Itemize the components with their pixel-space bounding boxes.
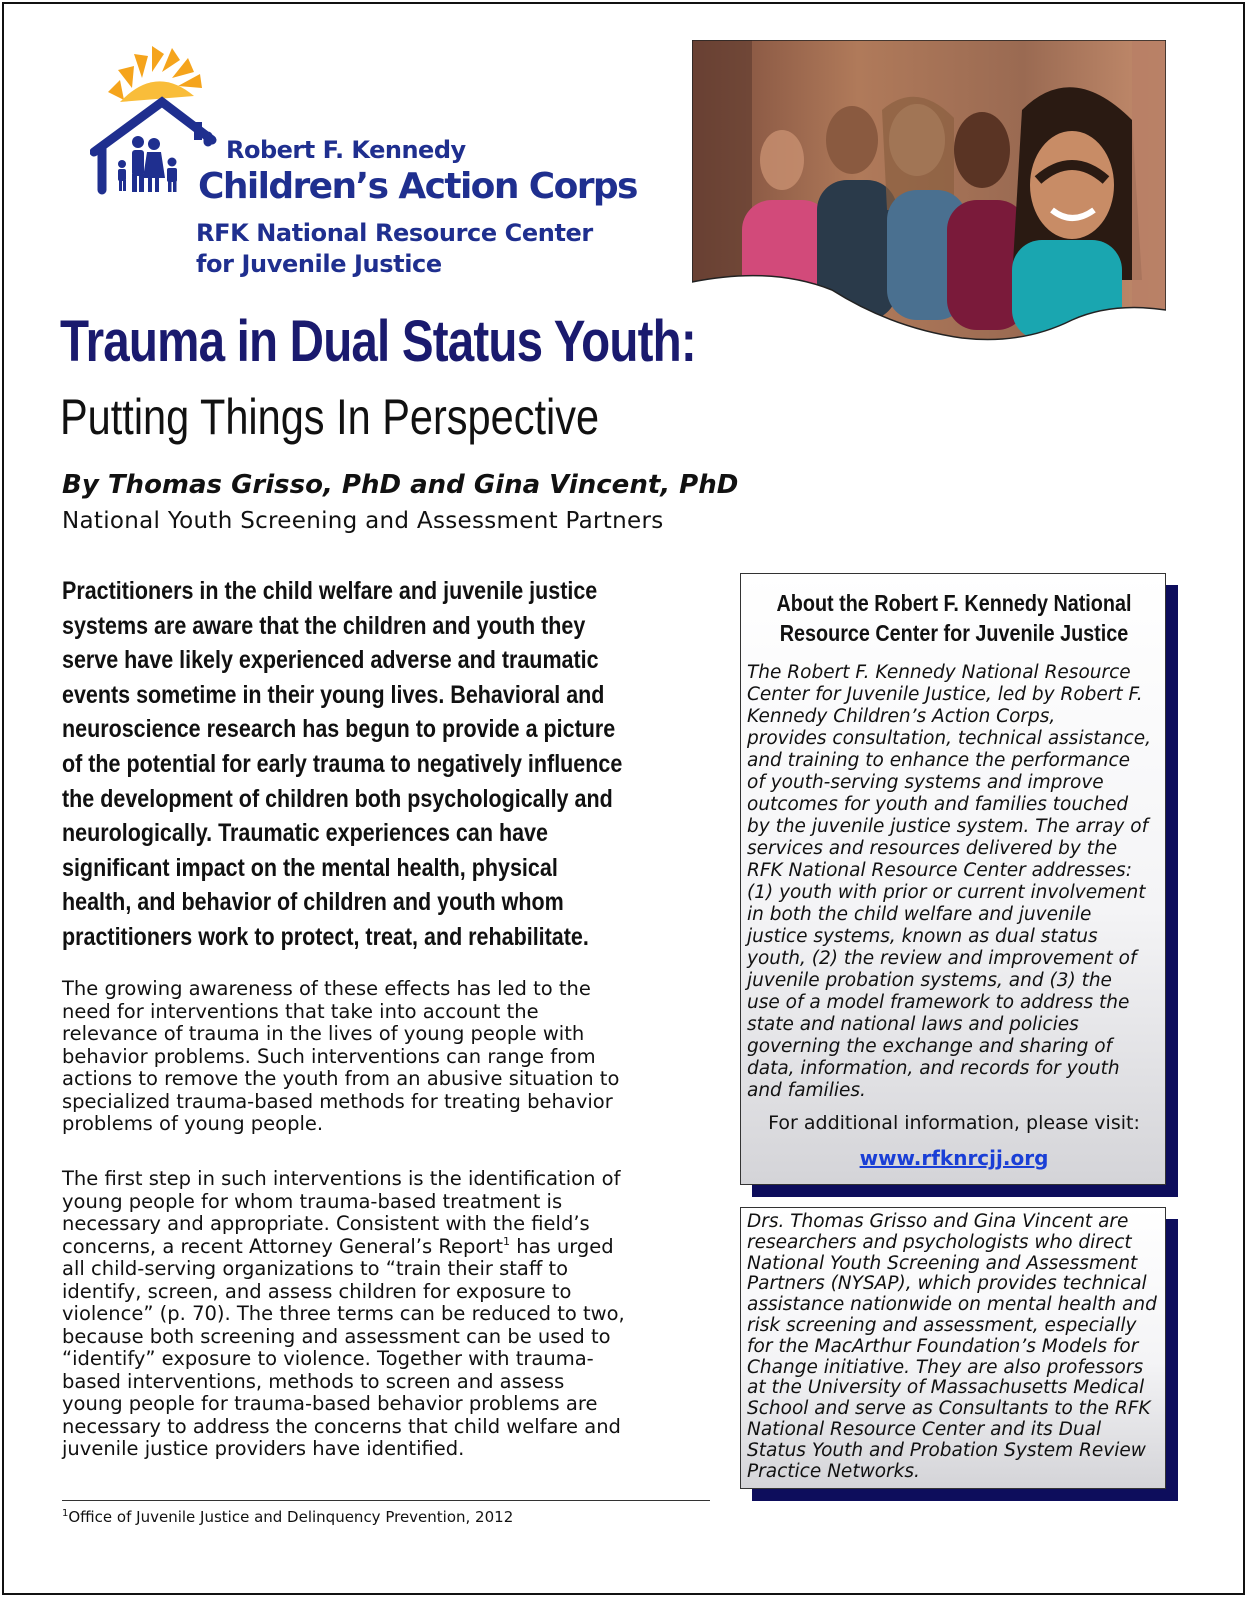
footnote-text: Office of Juvenile Justice and Delinquency Prevention, 2012	[68, 1508, 514, 1526]
lead-line: significant impact on the mental health, physical	[62, 853, 558, 882]
authors-line: assistance nationwide on mental health and	[747, 1294, 1157, 1316]
lead-line: serve have likely experienced adverse and traumatic	[62, 646, 599, 675]
about-line: The Robert F. Kennedy National Resource	[747, 662, 1131, 683]
about-line: RFK National Resource Center addresses:	[747, 860, 1132, 881]
about-line: state and national laws and policies	[747, 1014, 1079, 1035]
authors-box-body	[747, 1212, 1163, 1482]
body-line: based interventions, methods to screen and assess	[62, 1369, 565, 1393]
rfk-logo	[90, 40, 650, 290]
lead-line: the development of children both psychologically and	[62, 784, 613, 813]
body-line: because both screening and assessment can be used to	[62, 1324, 611, 1348]
about-line: data, information, and records for youth	[747, 1058, 1120, 1079]
body-line-text: has urged	[510, 1234, 614, 1258]
body-line: problems of young people.	[62, 1112, 324, 1135]
page-subtitle: Putting Things In Perspective	[60, 389, 600, 445]
body-line: necessary to address the concerns that child welfare and	[62, 1414, 621, 1438]
authors-line: Practice Networks.	[747, 1460, 920, 1482]
about-line: outcomes for youth and families touched	[747, 794, 1129, 815]
about-heading-line: Resource Center for Juvenile Justice	[779, 620, 1129, 646]
org-name-line2: Children’s Action Corps	[198, 166, 637, 207]
authors-line: National Youth Screening and Assessment	[747, 1252, 1138, 1274]
body-line	[62, 1236, 722, 1259]
lead-line: practitioners work to protect, treat, and rehabilitate.	[62, 922, 589, 951]
body-line: juvenile justice providers have identified.	[62, 1437, 465, 1460]
lead-paragraph	[62, 574, 722, 955]
authors-line: at the University of Massachusetts Medical	[747, 1377, 1145, 1399]
body-line: young people for whom trauma-based treatment is	[62, 1189, 563, 1213]
body-line: specialized trauma-based methods for treating behavior	[62, 1089, 613, 1113]
author-byline: By Thomas Grisso, PhD and Gina Vincent, PhD	[62, 470, 739, 500]
about-line: governing the exchange and sharing of	[747, 1036, 1113, 1057]
body-line: The first step in such interventions is the identification of	[62, 1167, 621, 1190]
authors-line: School and serve as Consultants to the RFK	[747, 1398, 1151, 1420]
youth-group-photo	[692, 40, 1166, 345]
authors-sidebar-box	[740, 1207, 1166, 1489]
about-line: Center for Juvenile Justice, led by Robert F.	[747, 684, 1143, 705]
footnote	[62, 1508, 513, 1526]
about-heading-line: About the Robert F. Kennedy National	[776, 590, 1132, 616]
body-line: need for interventions that take into account the	[62, 999, 539, 1023]
lead-line: systems are aware that the children and youth they	[62, 611, 586, 640]
body-paragraph-2	[62, 1168, 722, 1461]
about-line: and training to enhance the performance	[747, 750, 1131, 771]
about-line: in both the child welfare and juvenile	[747, 904, 1092, 925]
org-subtitle-line2: for Juvenile Justice	[196, 250, 442, 278]
authors-line: Change initiative. They are also professors	[747, 1356, 1144, 1378]
about-line: of youth-serving systems and improve	[747, 772, 1104, 793]
org-subtitle	[196, 218, 593, 280]
body-line: actions to remove the youth from an abusive situation to	[62, 1067, 620, 1090]
about-line: justice systems, known as dual status	[747, 926, 1098, 947]
about-box-heading	[741, 588, 1167, 648]
body-line: necessary and appropriate. Consistent with the field’s	[62, 1212, 590, 1235]
about-line: Kennedy Children’s Action Corps,	[747, 706, 1056, 727]
lead-line: events sometime in their young lives. Behavioral and	[62, 680, 605, 709]
body-line: all child-serving organizations to “train their staff to	[62, 1257, 569, 1280]
lead-line: neuroscience research has begun to provide a picture	[62, 715, 616, 744]
authors-line: for the MacArthur Foundation’s Models for	[747, 1335, 1139, 1357]
body-line: identify, screen, and assess children for exposure to	[62, 1279, 572, 1303]
footnote-reference: 1	[503, 1234, 511, 1248]
footnote-number: 1	[62, 1508, 69, 1519]
about-line: use of a model framework to address the	[747, 992, 1130, 1013]
body-line: violence” (p. 70). The three terms can be reduced to two,	[62, 1302, 625, 1325]
authors-line: Partners (NYSAP), which provides technical	[747, 1273, 1147, 1295]
body-line-text: concerns, a recent Attorney General’s Report	[62, 1234, 504, 1258]
lead-line: of the potential for early trauma to negatively influence	[62, 749, 623, 778]
about-sidebar-box	[740, 573, 1166, 1185]
about-line: by the juvenile justice system. The array of	[747, 816, 1149, 837]
about-line: juvenile probation systems, and (3) the	[747, 970, 1112, 991]
about-box-body	[747, 662, 1163, 1102]
org-subtitle-line1: RFK National Resource Center	[196, 219, 593, 247]
about-line: and families.	[747, 1080, 866, 1101]
about-line: services and resources delivered by the	[747, 838, 1118, 859]
body-line: young people for trauma-based behavior problems are	[62, 1392, 598, 1415]
lead-line: Practitioners in the child welfare and juvenile justice	[62, 577, 598, 605]
authors-line: researchers and psychologists who direct	[747, 1231, 1132, 1253]
authors-line: risk screening and assessment, especially	[747, 1314, 1137, 1336]
author-affiliation: National Youth Screening and Assessment Partners	[62, 508, 664, 534]
about-line: (1) youth with prior or current involvement	[747, 882, 1146, 903]
body-line: relevance of trauma in the lives of young people with	[62, 1022, 585, 1045]
visit-text: For additional information, please visit:	[768, 1112, 1140, 1134]
body-paragraph-1	[62, 978, 722, 1136]
lead-line: neurologically. Traumatic experiences can have	[62, 819, 548, 848]
authors-line: Status Youth and Probation System Review	[747, 1439, 1146, 1461]
about-line: youth, (2) the review and improvement of	[747, 948, 1137, 969]
org-name-line1: Robert F. Kennedy	[226, 136, 466, 164]
body-line: behavior problems. Such interventions can range from	[62, 1044, 596, 1068]
authors-line: Drs. Thomas Grisso and Gina Vincent are	[747, 1211, 1129, 1232]
authors-line: National Resource Center and its Dual	[747, 1418, 1102, 1440]
footnote-divider	[62, 1500, 710, 1501]
website-link[interactable]: www.rfknrcjj.org	[859, 1146, 1049, 1170]
about-line: provides consultation, technical assistance,	[747, 728, 1151, 749]
page-title: Trauma in Dual Status Youth:	[60, 309, 696, 374]
body-line: The growing awareness of these effects has led to the	[62, 977, 591, 1000]
body-line: “identify” exposure to violence. Together with trauma-	[62, 1347, 594, 1370]
lead-line: health, and behavior of children and youth whom	[62, 888, 564, 917]
